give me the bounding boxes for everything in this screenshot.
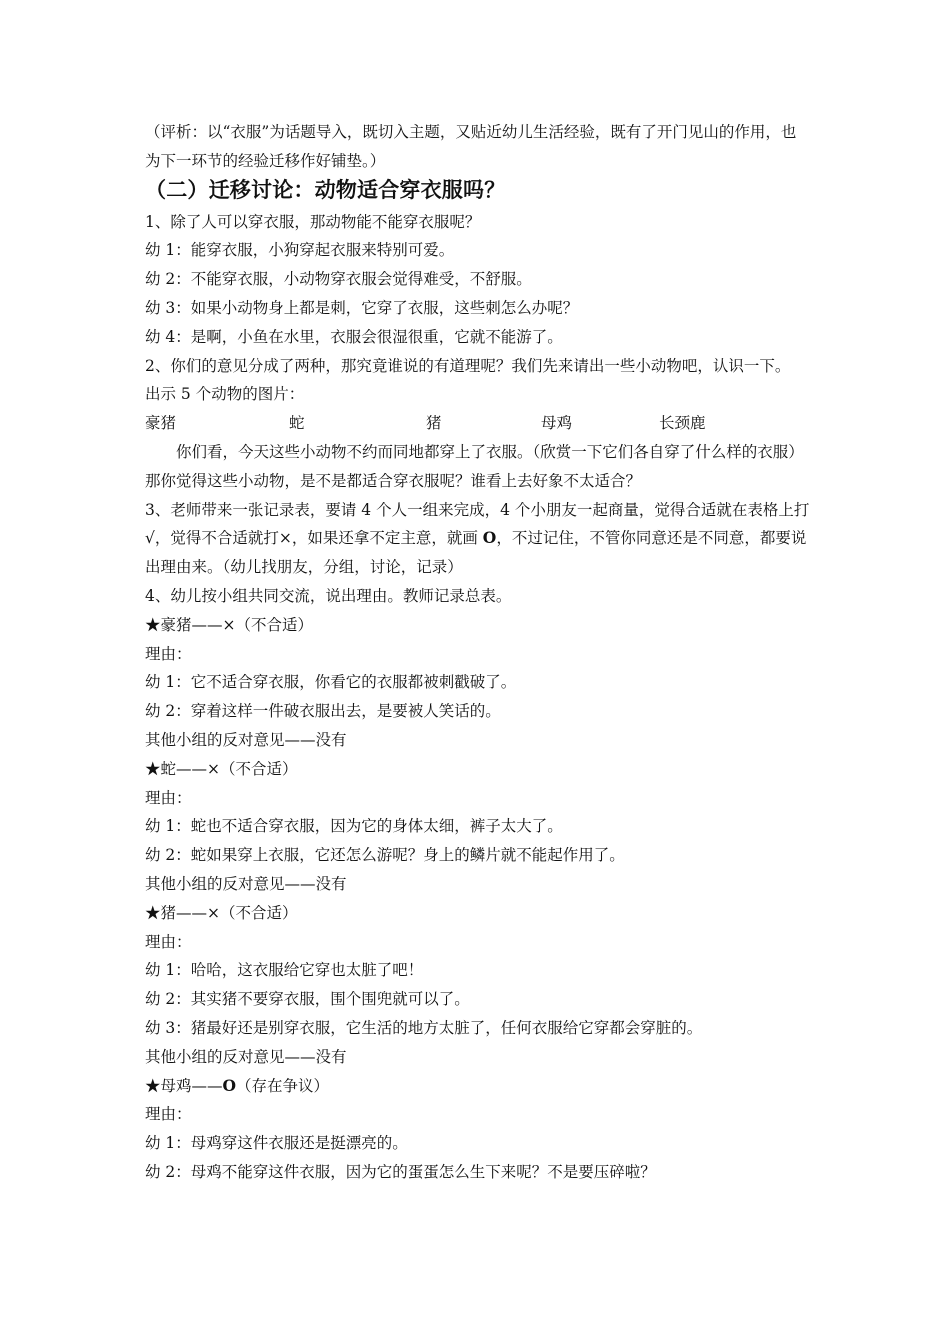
commentary-paragraph: （评析：以“衣服”为话题导入，既切入主题，又贴近幼儿生活经验，既有了开门见山的作用，也为下一环节的经验迁移作好铺垫。） — [145, 123, 797, 170]
question-3 — [145, 496, 810, 582]
reason-line: 幼 1：蛇也不适合穿衣服，因为它的身体太细，裤子太大了。 — [145, 817, 563, 836]
snake-title: ★蛇——×（不合适） — [145, 759, 298, 778]
reason-line: 幼 1：母鸡穿这件衣服还是挺漂亮的。 — [145, 1134, 408, 1153]
hen-title-suffix: （存在争议） — [236, 1076, 330, 1095]
reason-line: 幼 2：穿着这样一件破衣服出去，是要被人笑话的。 — [145, 702, 501, 721]
reason-line: 幼 2：其实猪不要穿衣服，围个围兜就可以了。 — [145, 990, 470, 1009]
animal-pig: 猪 — [426, 414, 442, 433]
hen-title-prefix: ★母鸡—— — [145, 1076, 223, 1095]
question-1: 1、除了人可以穿衣服，那动物能不能穿衣服呢？ — [145, 212, 481, 231]
no-objection-line: 其他小组的反对意见——没有 — [145, 730, 347, 749]
reason-label: 理由： — [145, 644, 192, 663]
reason-label: 理由： — [145, 932, 192, 951]
reason-label: 理由： — [145, 788, 192, 807]
animal-snake: 蛇 — [289, 414, 305, 433]
question-3-text-b: ，不过记住，不管你同意还是不同意，都要说出理由来。（幼儿找朋友，分组，讨论，记录） — [145, 529, 807, 577]
answer-line: 幼 4：是啊，小鱼在水里，衣服会很湿很重，它就不能游了。 — [145, 327, 563, 346]
answer-line: 幼 1：能穿衣服，小狗穿起衣服来特别可爱。 — [145, 241, 455, 260]
show-pictures-line: 出示 5 个动物的图片： — [145, 385, 305, 404]
hen-title — [145, 1072, 810, 1101]
question-4: 4、幼儿按小组共同交流，说出理由。教师记录总表。 — [145, 586, 512, 605]
reason-line: 幼 2：母鸡不能穿这件衣服，因为它的蛋蛋怎么生下来呢？不是要压碎啦？ — [145, 1162, 656, 1181]
circle-mark: O — [222, 1075, 237, 1095]
reason-line: 幼 1：它不适合穿衣服，你看它的衣服都被刺戳破了。 — [145, 673, 517, 692]
answer-line: 幼 3：如果小动物身上都是刺，它穿了衣服，这些刺怎么办呢？ — [145, 298, 579, 317]
look-paragraph: 你们看，今天这些小动物不约而同地都穿上了衣服。（欣赏一下它们各自穿了什么样的衣服）那你觉得这些小动物，是不是都适合穿衣服呢？谁看上去好象不太适合？ — [145, 442, 804, 490]
animal-list — [145, 409, 810, 438]
answer-line: 幼 2：不能穿衣服，小动物穿衣服会觉得难受，不舒服。 — [145, 270, 532, 289]
no-objection-line: 其他小组的反对意见——没有 — [145, 1047, 347, 1066]
question-2: 2、你们的意见分成了两种，那究竟谁说的有道理呢？我们先来请出一些小动物吧，认识一下。 — [145, 356, 791, 375]
animal-hen: 母鸡 — [541, 414, 573, 433]
pig-title: ★猪——×（不合适） — [145, 903, 298, 922]
reason-line: 幼 3：猪最好还是别穿衣服，它生活的地方太脏了，任何衣服给它穿都会穿脏的。 — [145, 1018, 703, 1037]
animal-porcupine: 豪猪 — [145, 414, 177, 433]
section-heading: （二）迁移讨论：动物适合穿衣服吗？ — [145, 176, 506, 202]
reason-label: 理由： — [145, 1105, 192, 1124]
question-3-text-a: 3、老师带来一张记录表，要请 4 个人一组来完成，4 个小朋友一起商量，觉得合适就在表格上打 √，觉得不合适就打×，如果还拿不定主意，就画 — [145, 500, 810, 548]
porcupine-title: ★豪猪——×（不合适） — [145, 615, 313, 634]
no-objection-line: 其他小组的反对意见——没有 — [145, 874, 347, 893]
reason-line: 幼 2：蛇如果穿上衣服，它还怎么游呢？身上的鳞片就不能起作用了。 — [145, 846, 625, 865]
circle-mark: O — [482, 528, 497, 548]
reason-line: 幼 1：哈哈，这衣服给它穿也太脏了吧！ — [145, 961, 424, 980]
animal-giraffe: 长颈鹿 — [659, 414, 706, 433]
document-body — [145, 118, 810, 1187]
